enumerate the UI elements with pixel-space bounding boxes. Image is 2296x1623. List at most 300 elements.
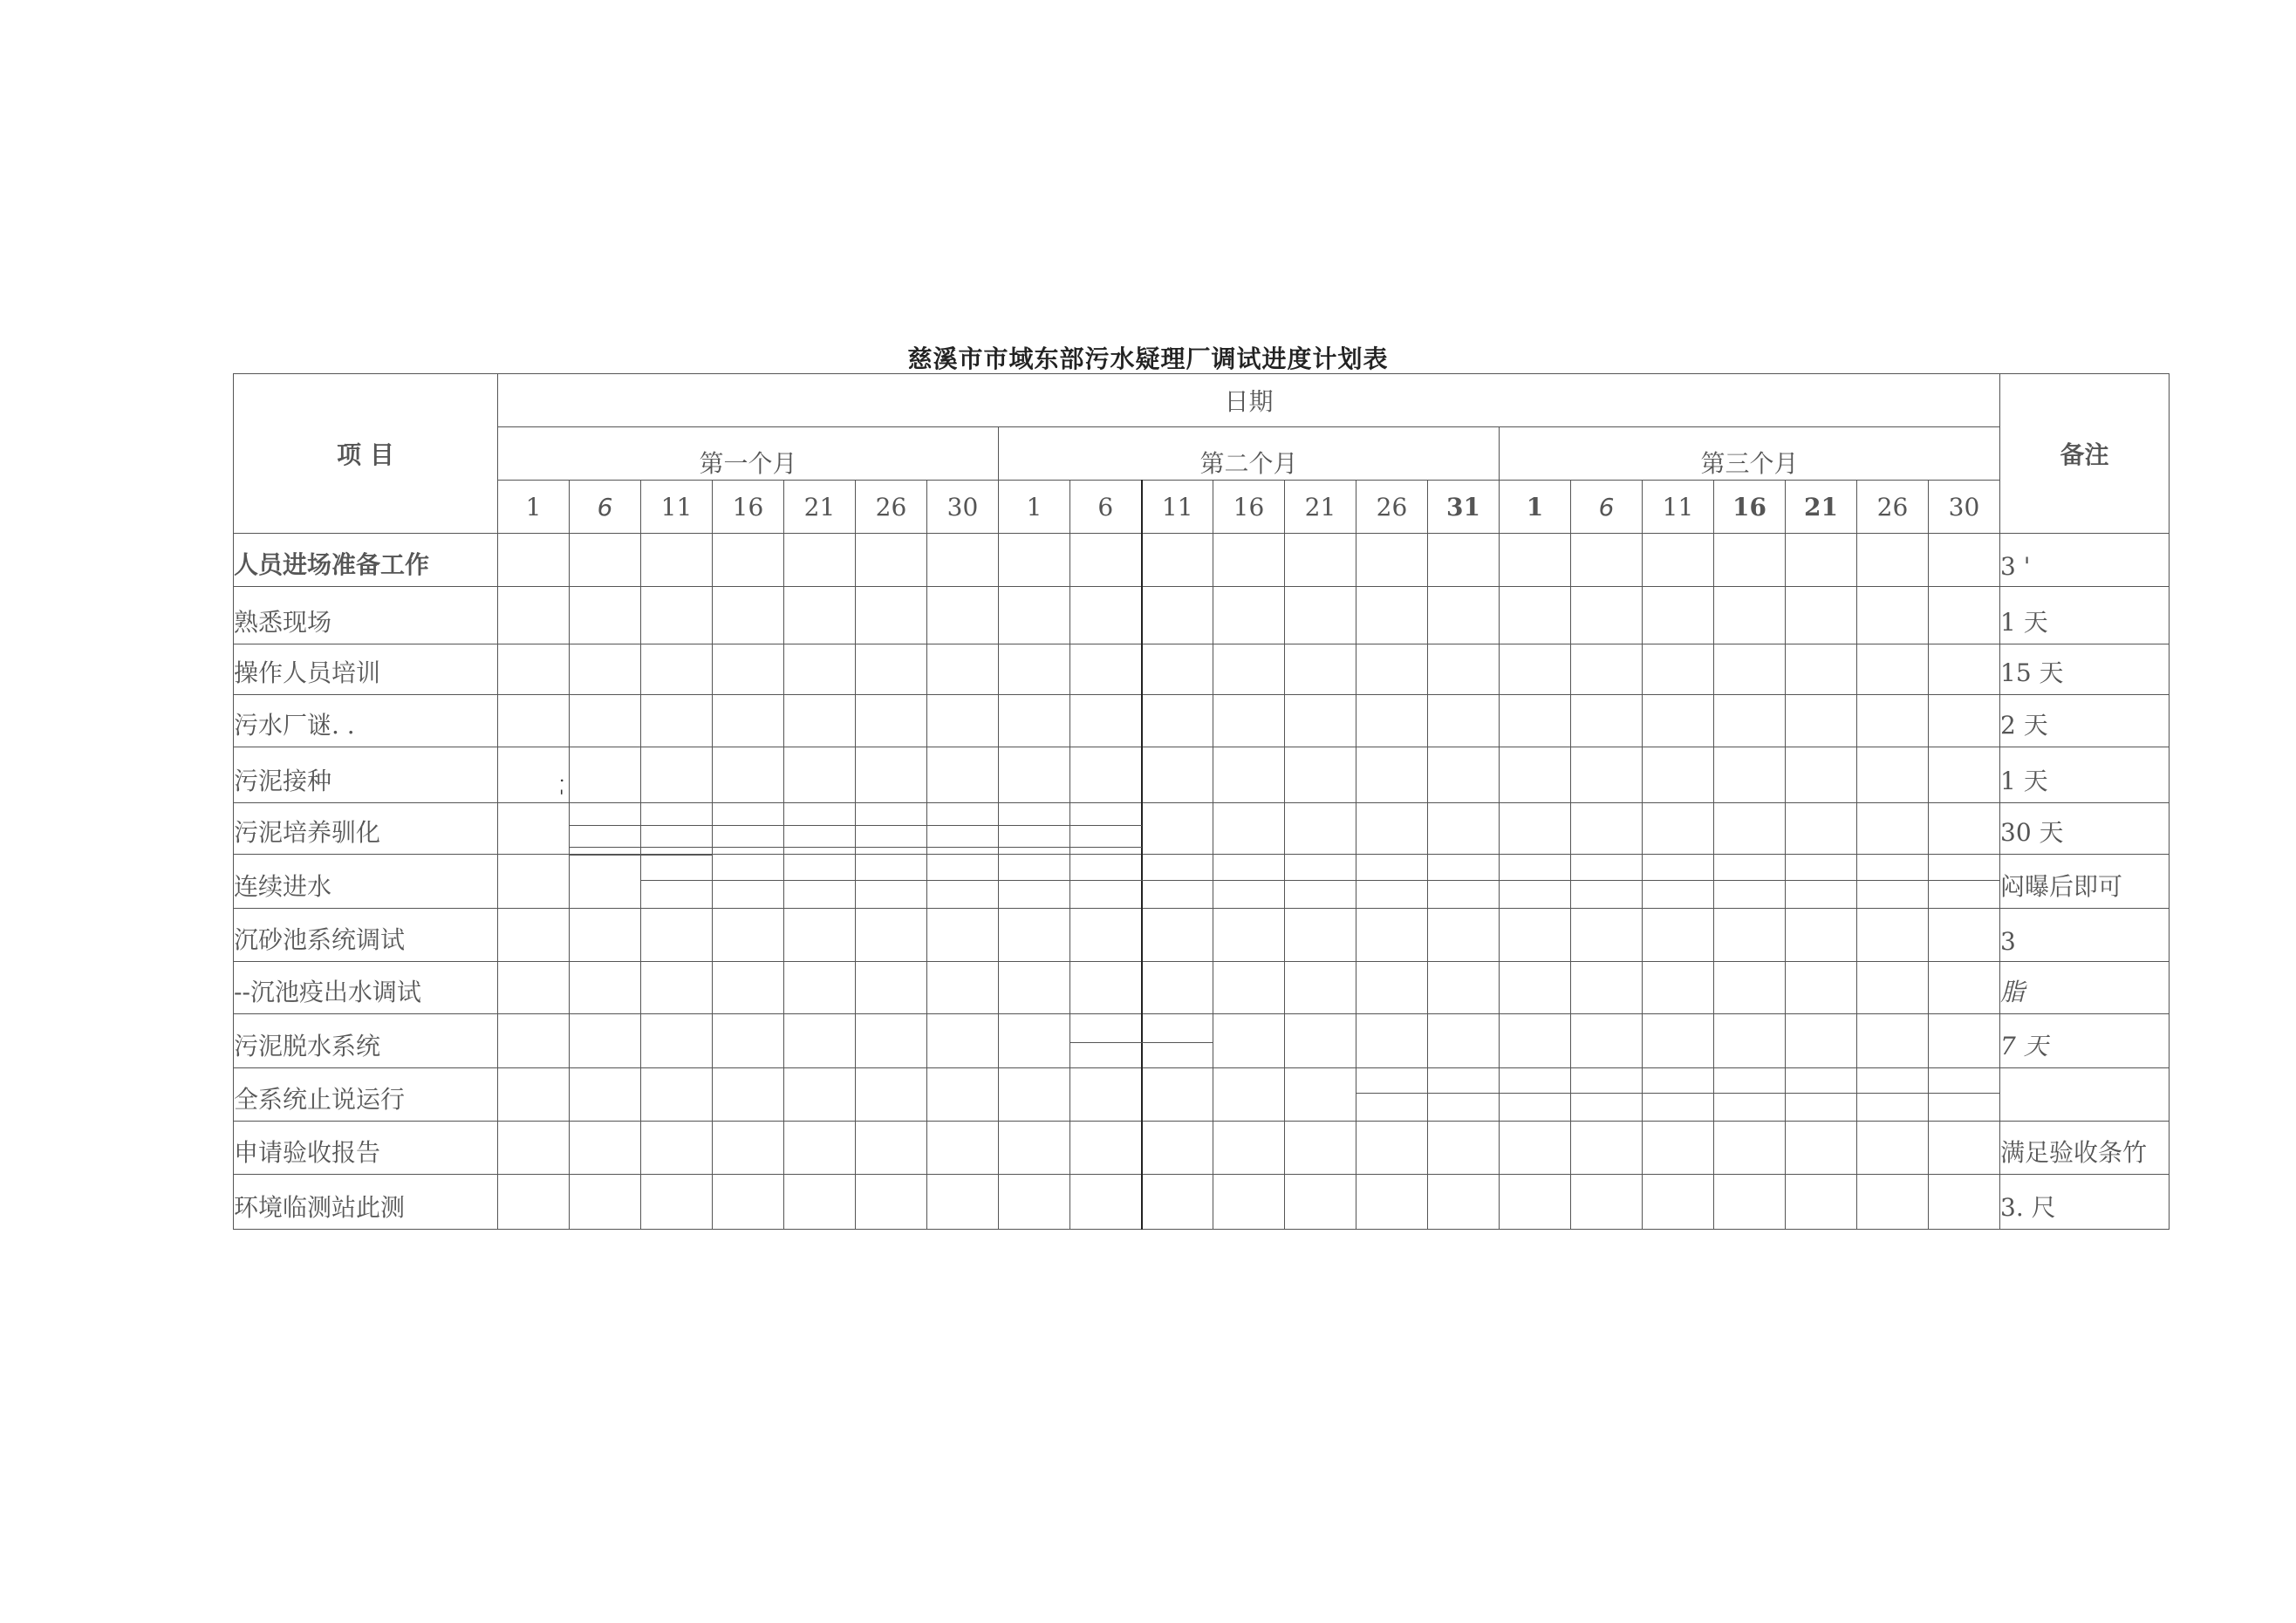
schedule-cell <box>1428 747 1500 803</box>
schedule-cell <box>1356 855 1428 909</box>
gantt-bar-segment <box>1570 1093 1643 1094</box>
schedule-cell <box>1643 1068 1714 1122</box>
schedule-cell <box>1356 587 1428 644</box>
row-note-text: 3. 尺 <box>2000 1193 2056 1222</box>
gantt-bar-segment <box>855 880 927 881</box>
schedule-cell <box>1142 962 1213 1014</box>
schedule-cell <box>999 1122 1070 1175</box>
gantt-bar-segment <box>1499 1093 1571 1094</box>
day-header: 21 <box>1285 481 1356 534</box>
schedule-cell <box>999 1175 1070 1230</box>
schedule-cell <box>1428 1068 1500 1122</box>
schedule-cell <box>1643 803 1714 855</box>
schedule-cell <box>1356 644 1428 695</box>
schedule-cell <box>927 695 999 747</box>
schedule-cell <box>1786 695 1857 747</box>
schedule-cell <box>1213 909 1285 962</box>
schedule-cell <box>856 695 927 747</box>
day-header: 21 <box>1786 481 1857 534</box>
schedule-cell <box>1142 855 1213 909</box>
schedule-cell <box>1857 962 1929 1014</box>
schedule-cell <box>1857 747 1929 803</box>
row-item-label <box>234 1122 498 1175</box>
table-row <box>234 1175 2170 1230</box>
schedule-cell <box>856 1068 927 1122</box>
row-note <box>2000 909 2170 962</box>
schedule-cell <box>1070 1122 1142 1175</box>
schedule-cell <box>1857 644 1929 695</box>
row-note <box>2000 803 2170 855</box>
row-note <box>2000 962 2170 1014</box>
row-item-text: 全系统止说运行 <box>234 1085 406 1114</box>
gantt-bar-segment <box>1856 880 1929 881</box>
schedule-cell <box>1356 909 1428 962</box>
schedule-cell <box>713 1014 784 1068</box>
row-item-text: 环境临测站此测 <box>234 1193 406 1222</box>
schedule-cell <box>856 1014 927 1068</box>
schedule-cell <box>1714 534 1786 587</box>
schedule-cell <box>1714 1014 1786 1068</box>
schedule-cell <box>1857 1122 1929 1175</box>
table-row <box>234 1122 2170 1175</box>
gantt-bar-segment <box>1642 880 1714 881</box>
schedule-cell <box>1142 644 1213 695</box>
schedule-cell <box>1070 587 1142 644</box>
schedule-cell <box>927 587 999 644</box>
row-note-text: 30 天 <box>2000 818 2064 847</box>
schedule-cell <box>713 962 784 1014</box>
gantt-bar-segment <box>1570 880 1643 881</box>
schedule-cell <box>1285 747 1356 803</box>
gantt-bar-segment <box>712 880 784 881</box>
schedule-cell <box>1428 855 1500 909</box>
schedule-cell <box>1285 855 1356 909</box>
schedule-cell <box>570 1122 641 1175</box>
gantt-bar-segment <box>926 847 999 848</box>
schedule-cell <box>641 1014 713 1068</box>
gantt-bar-segment <box>1356 880 1428 881</box>
row-item-text: --沉池疫出水调试 <box>234 978 421 1006</box>
schedule-cell <box>1643 1014 1714 1068</box>
schedule-cell <box>927 534 999 587</box>
schedule-cell <box>1786 534 1857 587</box>
schedule-cell <box>999 962 1070 1014</box>
schedule-cell <box>570 747 641 803</box>
schedule-cell <box>1929 1175 2000 1230</box>
schedule-cell <box>927 747 999 803</box>
table-row <box>234 747 2170 803</box>
table-row <box>234 1014 2170 1068</box>
schedule-cell <box>1428 534 1500 587</box>
schedule-cell <box>784 644 856 695</box>
row-note <box>2000 747 2170 803</box>
schedule-cell <box>1571 534 1643 587</box>
schedule-cell <box>1571 855 1643 909</box>
day-header: 30 <box>927 481 999 534</box>
day-header: 26 <box>1356 481 1428 534</box>
schedule-cell <box>1142 803 1213 855</box>
table-row <box>234 803 2170 855</box>
schedule-cell <box>1500 1014 1571 1068</box>
schedule-cell <box>498 695 570 747</box>
schedule-cell <box>784 695 856 747</box>
schedule-cell <box>713 1175 784 1230</box>
schedule-cell <box>1142 1014 1213 1068</box>
schedule-cell <box>1285 962 1356 1014</box>
schedule-cell <box>1142 909 1213 962</box>
schedule-cell <box>1786 644 1857 695</box>
schedule-cell <box>1571 587 1643 644</box>
row-note-text: 脂 <box>2000 978 2026 1006</box>
schedule-cell <box>498 587 570 644</box>
schedule-cell <box>1714 909 1786 962</box>
schedule-cell <box>1356 1175 1428 1230</box>
schedule-cell <box>713 1122 784 1175</box>
schedule-cell <box>1356 962 1428 1014</box>
schedule-cell <box>856 1122 927 1175</box>
schedule-cell <box>784 1175 856 1230</box>
day-header: 21 <box>784 481 856 534</box>
schedule-cell <box>1643 644 1714 695</box>
row-note <box>2000 534 2170 587</box>
schedule-cell <box>1571 1122 1643 1175</box>
schedule-cell <box>1571 695 1643 747</box>
schedule-cell <box>999 1068 1070 1122</box>
schedule-cell <box>641 1068 713 1122</box>
schedule-cell <box>1500 1175 1571 1230</box>
schedule-cell <box>927 644 999 695</box>
schedule-cell <box>1500 747 1571 803</box>
schedule-cell <box>570 909 641 962</box>
schedule-cell <box>713 855 784 909</box>
row-note-text: 2 天 <box>2000 711 2048 740</box>
gantt-bar-segment <box>640 855 713 856</box>
schedule-cell <box>1356 1122 1428 1175</box>
schedule-cell <box>641 1122 713 1175</box>
schedule-cell <box>1213 855 1285 909</box>
schedule-cell <box>1643 534 1714 587</box>
schedule-cell <box>641 855 713 909</box>
schedule-cell <box>1070 534 1142 587</box>
gantt-bar-segment <box>1499 880 1571 881</box>
schedule-cell <box>1356 803 1428 855</box>
schedule-cell <box>1500 1068 1571 1122</box>
schedule-cell <box>1213 1014 1285 1068</box>
schedule-cell <box>713 587 784 644</box>
schedule-cell <box>713 909 784 962</box>
schedule-cell <box>1142 1175 1213 1230</box>
schedule-cell <box>927 1068 999 1122</box>
schedule-cell <box>1786 1068 1857 1122</box>
gantt-bar-segment <box>1069 825 1142 826</box>
schedule-cell <box>1070 644 1142 695</box>
schedule-cell <box>570 1068 641 1122</box>
schedule-cell <box>999 855 1070 909</box>
schedule-cell <box>1285 644 1356 695</box>
day-header: 16 <box>713 481 784 534</box>
schedule-cell <box>1285 803 1356 855</box>
gantt-bar-segment <box>998 847 1070 848</box>
schedule-cell <box>498 747 570 807</box>
schedule-cell <box>641 747 713 803</box>
schedule-cell <box>1500 587 1571 644</box>
schedule-cell <box>927 855 999 909</box>
day-header: 6 <box>1571 481 1643 534</box>
gantt-bar-segment <box>1713 1093 1786 1094</box>
gantt-bar-segment <box>569 825 641 826</box>
gantt-bar-segment <box>1142 880 1214 881</box>
schedule-cell <box>1070 1014 1142 1068</box>
schedule-cell <box>1285 534 1356 587</box>
row-note <box>2000 644 2170 695</box>
schedule-cell <box>570 803 641 855</box>
gantt-bar-segment <box>998 825 1070 826</box>
schedule-cell <box>1786 855 1857 909</box>
schedule-cell <box>1070 695 1142 747</box>
schedule-cell <box>927 803 999 855</box>
table-row <box>234 962 2170 1014</box>
schedule-cell <box>999 644 1070 695</box>
schedule-cell <box>999 534 1070 587</box>
schedule-cell <box>784 747 856 803</box>
row-item-label <box>234 644 498 695</box>
schedule-cell <box>1643 695 1714 747</box>
schedule-cell <box>1500 695 1571 747</box>
schedule-cell <box>1070 962 1142 1014</box>
schedule-cell <box>570 587 641 644</box>
schedule-cell <box>1070 909 1142 962</box>
schedule-cell <box>1929 1068 2000 1122</box>
row-note <box>2000 1068 2170 1122</box>
schedule-cell <box>1786 1014 1857 1068</box>
row-item-text: 污水厂谜. . <box>234 711 355 740</box>
schedule-cell <box>498 1175 570 1230</box>
day-header: 11 <box>641 481 713 534</box>
row-item-text: 申请验收报告 <box>234 1138 381 1167</box>
day-header: 6 <box>570 481 641 534</box>
schedule-cell <box>1643 1175 1714 1230</box>
row-item-label <box>234 909 498 962</box>
gantt-bar-segment <box>1069 847 1142 848</box>
schedule-cell <box>1643 587 1714 644</box>
schedule-cell <box>1428 1014 1500 1068</box>
schedule-cell <box>856 587 927 644</box>
schedule-cell <box>1213 534 1285 587</box>
gantt-bar-segment <box>1142 1042 1214 1043</box>
schedule-cell <box>999 1014 1070 1068</box>
schedule-cell <box>498 855 570 909</box>
schedule-cell <box>1929 1014 2000 1068</box>
schedule-cell <box>1929 1122 2000 1175</box>
gantt-bar-segment <box>1069 880 1142 881</box>
date-header: 日期 <box>498 374 2000 427</box>
row-item-label <box>234 1068 498 1122</box>
schedule-cell <box>1213 1122 1285 1175</box>
schedule-cell <box>1857 1175 1929 1230</box>
schedule-cell <box>1857 695 1929 747</box>
gantt-bar-segment <box>855 825 927 826</box>
schedule-cell <box>784 1122 856 1175</box>
gantt-bar-segment <box>855 847 927 848</box>
gantt-bar-segment <box>640 847 713 848</box>
schedule-cell <box>1929 803 2000 855</box>
schedule-cell <box>1571 803 1643 855</box>
gantt-bar-segment <box>1427 880 1500 881</box>
schedule-cell <box>570 644 641 695</box>
day-header: 31 <box>1428 481 1500 534</box>
schedule-cell <box>856 644 927 695</box>
row-note-text: 7 天 <box>2000 1032 2048 1060</box>
day-header: 1 <box>1500 481 1571 534</box>
gantt-bar-segment <box>712 825 784 826</box>
schedule-cell <box>498 1122 570 1175</box>
row-note-text: 3 <box>2000 927 2016 956</box>
schedule-cell <box>1714 747 1786 803</box>
gantt-bar-segment <box>926 825 999 826</box>
schedule-cell <box>1571 962 1643 1014</box>
gantt-bar-segment <box>783 880 856 881</box>
schedule-cell <box>1142 695 1213 747</box>
schedule-cell <box>1786 1122 1857 1175</box>
gantt-bar-segment <box>1928 880 2000 881</box>
gantt-bar-segment <box>1928 1093 2000 1094</box>
schedule-cell <box>1213 1068 1285 1122</box>
schedule-cell <box>713 534 784 587</box>
row-note <box>2000 1014 2170 1068</box>
schedule-cell <box>784 1068 856 1122</box>
schedule-cell <box>1285 695 1356 747</box>
schedule-cell <box>1643 962 1714 1014</box>
gantt-bar-segment <box>569 855 641 856</box>
schedule-cell <box>1786 1175 1857 1230</box>
schedule-cell <box>1929 695 2000 747</box>
schedule-cell <box>1142 1122 1213 1175</box>
schedule-cell <box>1213 644 1285 695</box>
schedule-cell <box>1070 855 1142 909</box>
schedule-cell <box>1571 1014 1643 1068</box>
schedule-cell <box>1571 644 1643 695</box>
schedule-cell <box>1500 534 1571 587</box>
schedule-cell <box>1857 1014 1929 1068</box>
schedule-cell <box>570 1175 641 1230</box>
schedule-cell <box>1142 534 1213 587</box>
schedule-cell <box>784 962 856 1014</box>
row-item-label <box>234 855 498 909</box>
day-header: 30 <box>1929 481 2000 534</box>
schedule-cell <box>1929 644 2000 695</box>
schedule-cell <box>1285 587 1356 644</box>
row-item-text: 熟悉现场 <box>234 608 332 637</box>
schedule-cell <box>1356 695 1428 747</box>
row-note-text: 闷曝后即可 <box>2000 872 2123 901</box>
schedule-cell <box>1213 747 1285 803</box>
day-header: 26 <box>856 481 927 534</box>
schedule-cell <box>1213 587 1285 644</box>
schedule-cell <box>641 587 713 644</box>
row-item-text: 沉砂池系统调试 <box>234 925 406 954</box>
row-note-text: 3 ' <box>2000 552 2031 581</box>
schedule-cell <box>1428 909 1500 962</box>
schedule-cell <box>1500 644 1571 695</box>
gantt-bar-segment <box>712 847 784 848</box>
schedule-cell <box>1643 747 1714 803</box>
schedule-cell <box>1643 1122 1714 1175</box>
schedule-cell <box>1285 1068 1356 1122</box>
schedule-cell <box>498 803 570 855</box>
schedule-cell <box>1285 909 1356 962</box>
schedule-cell <box>1929 855 2000 909</box>
schedule-cell <box>1643 855 1714 909</box>
schedule-cell <box>784 803 856 855</box>
schedule-cell <box>1213 695 1285 747</box>
day-header: 6 <box>1070 481 1142 534</box>
schedule-cell <box>713 803 784 855</box>
schedule-cell <box>927 909 999 962</box>
schedule-cell <box>1857 909 1929 962</box>
schedule-cell <box>1356 1014 1428 1068</box>
schedule-cell <box>641 644 713 695</box>
schedule-cell <box>1070 803 1142 855</box>
gantt-bar-segment <box>1713 880 1786 881</box>
schedule-cell <box>1356 534 1428 587</box>
row-item-label <box>234 803 498 855</box>
schedule-cell <box>1714 644 1786 695</box>
schedule-cell <box>1571 909 1643 962</box>
schedule-cell <box>641 909 713 962</box>
schedule-cell <box>1213 1175 1285 1230</box>
schedule-cell <box>1213 962 1285 1014</box>
schedule-cell <box>927 1175 999 1230</box>
item-header: 项 目 <box>234 374 498 534</box>
schedule-cell <box>1929 909 2000 962</box>
row-note <box>2000 855 2170 909</box>
gantt-bar-segment <box>569 847 641 848</box>
row-note-text: 1 天 <box>2000 767 2048 795</box>
day-header: 11 <box>1643 481 1714 534</box>
gantt-bar-segment <box>640 825 713 826</box>
schedule-cell <box>1786 747 1857 803</box>
schedule-cell <box>713 644 784 695</box>
day-header: 1 <box>498 481 570 534</box>
row-note <box>2000 587 2170 644</box>
schedule-cell <box>856 747 927 803</box>
schedule-cell <box>999 909 1070 962</box>
schedule-cell <box>641 803 713 855</box>
schedule-cell <box>713 1068 784 1122</box>
row-note-text <box>2000 1115 2169 1121</box>
schedule-cell <box>927 1014 999 1068</box>
schedule-cell <box>1714 855 1786 909</box>
gantt-bar-segment <box>998 880 1070 881</box>
schedule-cell <box>1500 855 1571 909</box>
table-row <box>234 534 2170 587</box>
schedule-cell <box>1428 962 1500 1014</box>
schedule-cell <box>641 695 713 747</box>
schedule-cell <box>1929 962 2000 1014</box>
row-item-text: 操作人员培训 <box>234 658 381 687</box>
day-header: 26 <box>1857 481 1929 534</box>
gantt-bar-segment <box>1427 1093 1500 1094</box>
gantt-bar-segment <box>640 880 713 881</box>
table-row <box>234 587 2170 644</box>
schedule-cell <box>1857 1068 1929 1122</box>
schedule-cell <box>999 695 1070 747</box>
schedule-cell <box>1213 803 1285 855</box>
schedule-cell <box>570 962 641 1014</box>
schedule-cell <box>1571 1175 1643 1230</box>
schedule-cell <box>784 534 856 587</box>
table-row <box>234 695 2170 747</box>
